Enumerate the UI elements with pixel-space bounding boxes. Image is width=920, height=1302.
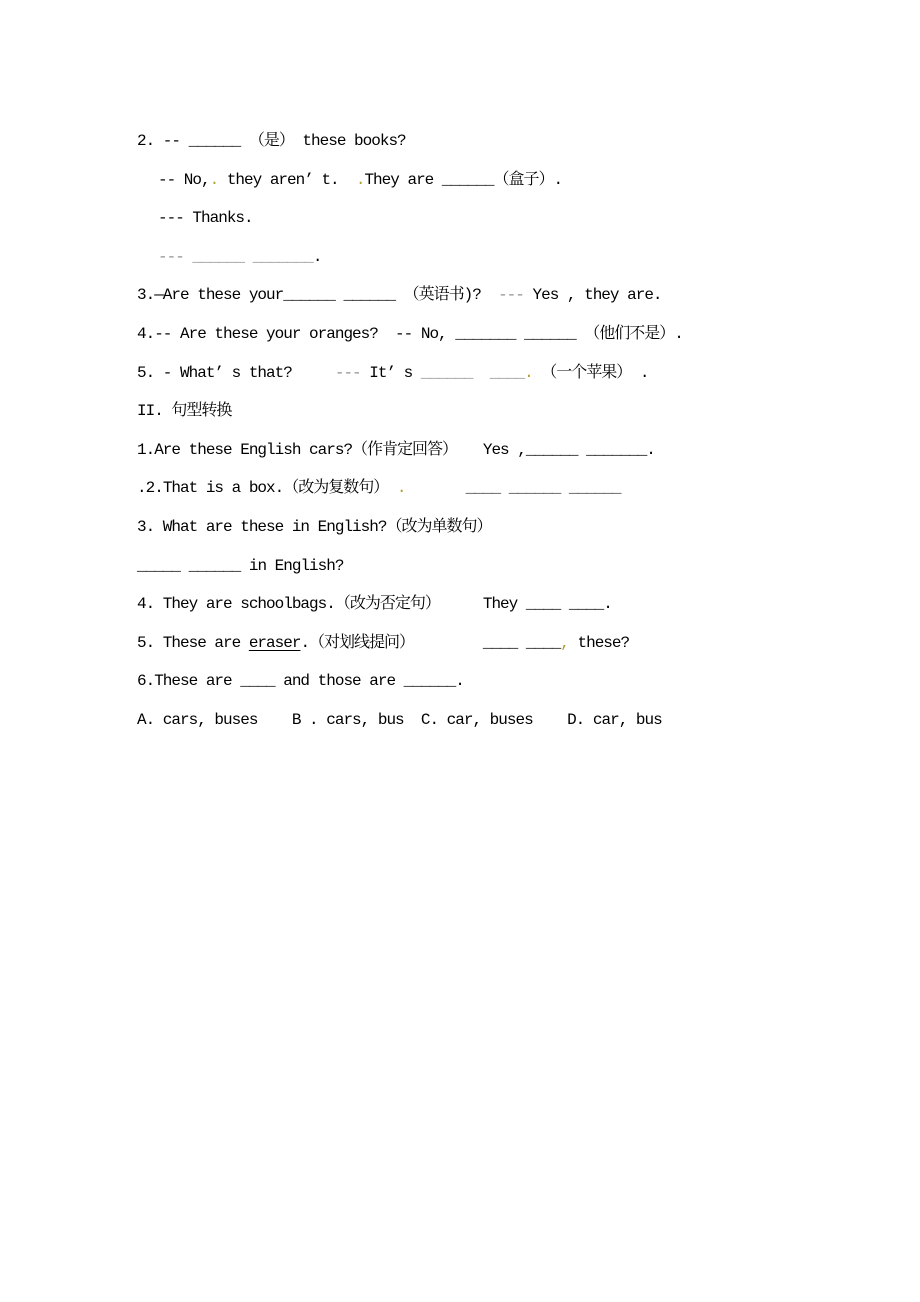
- fill-blank: _______: [586, 440, 647, 459]
- edit-mark-dot: .: [355, 170, 365, 189]
- item-2-question-line: [137, 122, 920, 161]
- fill-blank: ______: [420, 363, 473, 382]
- text-run: [560, 595, 569, 613]
- fill-blank: ____: [482, 633, 518, 652]
- text-run: ---: [158, 247, 193, 266]
- fill-blank: ____: [465, 479, 501, 498]
- text-run: [472, 364, 489, 382]
- text-run: 2.That is a box.（改为复数句）: [145, 479, 397, 498]
- fill-blank: ______: [403, 672, 456, 691]
- fill-blank: _______: [252, 247, 313, 266]
- fill-blank: ____: [489, 363, 525, 382]
- text-run: and those are: [274, 672, 404, 691]
- text-run: 4.-- Are these your oranges? -- No,: [137, 324, 456, 343]
- text-run: [244, 248, 253, 266]
- text-run: （盒子）.: [493, 170, 563, 189]
- edit-mark-comma: ,: [560, 633, 569, 652]
- text-run: 2. --: [137, 132, 189, 150]
- fill-blank: ______: [568, 479, 621, 498]
- text-run: [517, 634, 526, 652]
- fill-blank: ______: [192, 247, 245, 266]
- text-run: II. 句型转换: [137, 402, 232, 421]
- text-run: 3. What are these in English?（改为单数句）: [137, 517, 492, 536]
- transform-3-answer-line: [137, 547, 920, 586]
- text-run: （英语书)?: [395, 286, 499, 305]
- text-run: 5. These are: [137, 633, 249, 652]
- fill-blank: ____: [240, 672, 275, 691]
- text-run: these?: [568, 633, 630, 652]
- text-run: （一个苹果） .: [532, 363, 649, 382]
- text-run: [560, 479, 569, 497]
- text-run: -- No,: [158, 170, 210, 189]
- text-run: ---: [498, 286, 524, 305]
- choice-options-line: [137, 701, 920, 740]
- underlined-word: eraser: [248, 633, 301, 652]
- text-run: 4. They are schoolbags.（改为否定句） They: [137, 595, 526, 614]
- edit-mark-dot: .: [137, 479, 146, 498]
- fill-blank: ______: [343, 286, 396, 305]
- text-run: 5. - What’ s that?: [137, 363, 335, 382]
- text-run: 3.—Are these your: [137, 286, 284, 305]
- text-run: .: [646, 440, 655, 459]
- text-run: ---: [334, 363, 361, 382]
- item-2-thanks-line: [137, 199, 920, 238]
- transform-5-line: [137, 624, 920, 663]
- item-2-answer-line: [137, 161, 920, 200]
- fill-blank: ______: [441, 170, 494, 189]
- text-run: [500, 479, 509, 497]
- text-run: .: [312, 247, 322, 266]
- text-run: [577, 441, 586, 459]
- edit-mark-dot: .: [209, 170, 219, 189]
- text-run: [405, 479, 465, 497]
- fill-blank: ______: [283, 286, 335, 305]
- text-run: --- Thanks.: [158, 209, 253, 228]
- text-run: .: [455, 672, 464, 691]
- text-run: .: [603, 595, 612, 614]
- fill-blank: ______: [524, 324, 576, 343]
- text-run: A. cars, buses B . cars, bus C. car, buses D. car, bus: [137, 710, 662, 729]
- text-run: [180, 557, 189, 575]
- fill-blank: ______: [188, 556, 241, 575]
- text-run: 1.Are these English cars?（作肯定回答） Yes ,: [137, 440, 526, 459]
- text-run: Yes , they are.: [523, 286, 662, 305]
- fill-blank: _______: [455, 324, 516, 343]
- edit-mark-dot: .: [524, 363, 533, 382]
- transform-4-line: [137, 585, 920, 624]
- text-run: 6.These are: [137, 672, 241, 691]
- text-run: It’ s: [360, 363, 421, 382]
- text-run: in English?: [240, 556, 344, 575]
- text-run: [515, 325, 524, 343]
- fill-blank: ______: [508, 479, 561, 498]
- transform-3-question-line: [137, 508, 920, 547]
- item-5-line: [137, 354, 920, 393]
- edit-mark-dot: .: [396, 479, 406, 498]
- fill-blank: ____: [525, 595, 561, 614]
- item-2-blank-response-line: [137, 238, 920, 277]
- fill-blank: ____: [568, 595, 604, 614]
- section-2-heading: [137, 392, 920, 431]
- fill-blank: ____: [525, 633, 561, 652]
- fill-blank: ______: [188, 132, 241, 150]
- text-run: they aren’ t.: [218, 170, 356, 189]
- fill-blank: ______: [525, 440, 578, 459]
- fill-blank: _____: [137, 556, 181, 575]
- item-4-line: [137, 315, 920, 354]
- text-run: They are: [364, 170, 442, 189]
- transform-2-line: [137, 469, 920, 508]
- text-run: （他们不是）.: [575, 324, 683, 343]
- transform-6-line: [137, 662, 920, 701]
- item-3-line: [137, 276, 920, 315]
- text-run: .（对划线提问）: [300, 633, 483, 652]
- transform-1-line: [137, 431, 920, 470]
- text-run: （是） these books?: [240, 132, 406, 150]
